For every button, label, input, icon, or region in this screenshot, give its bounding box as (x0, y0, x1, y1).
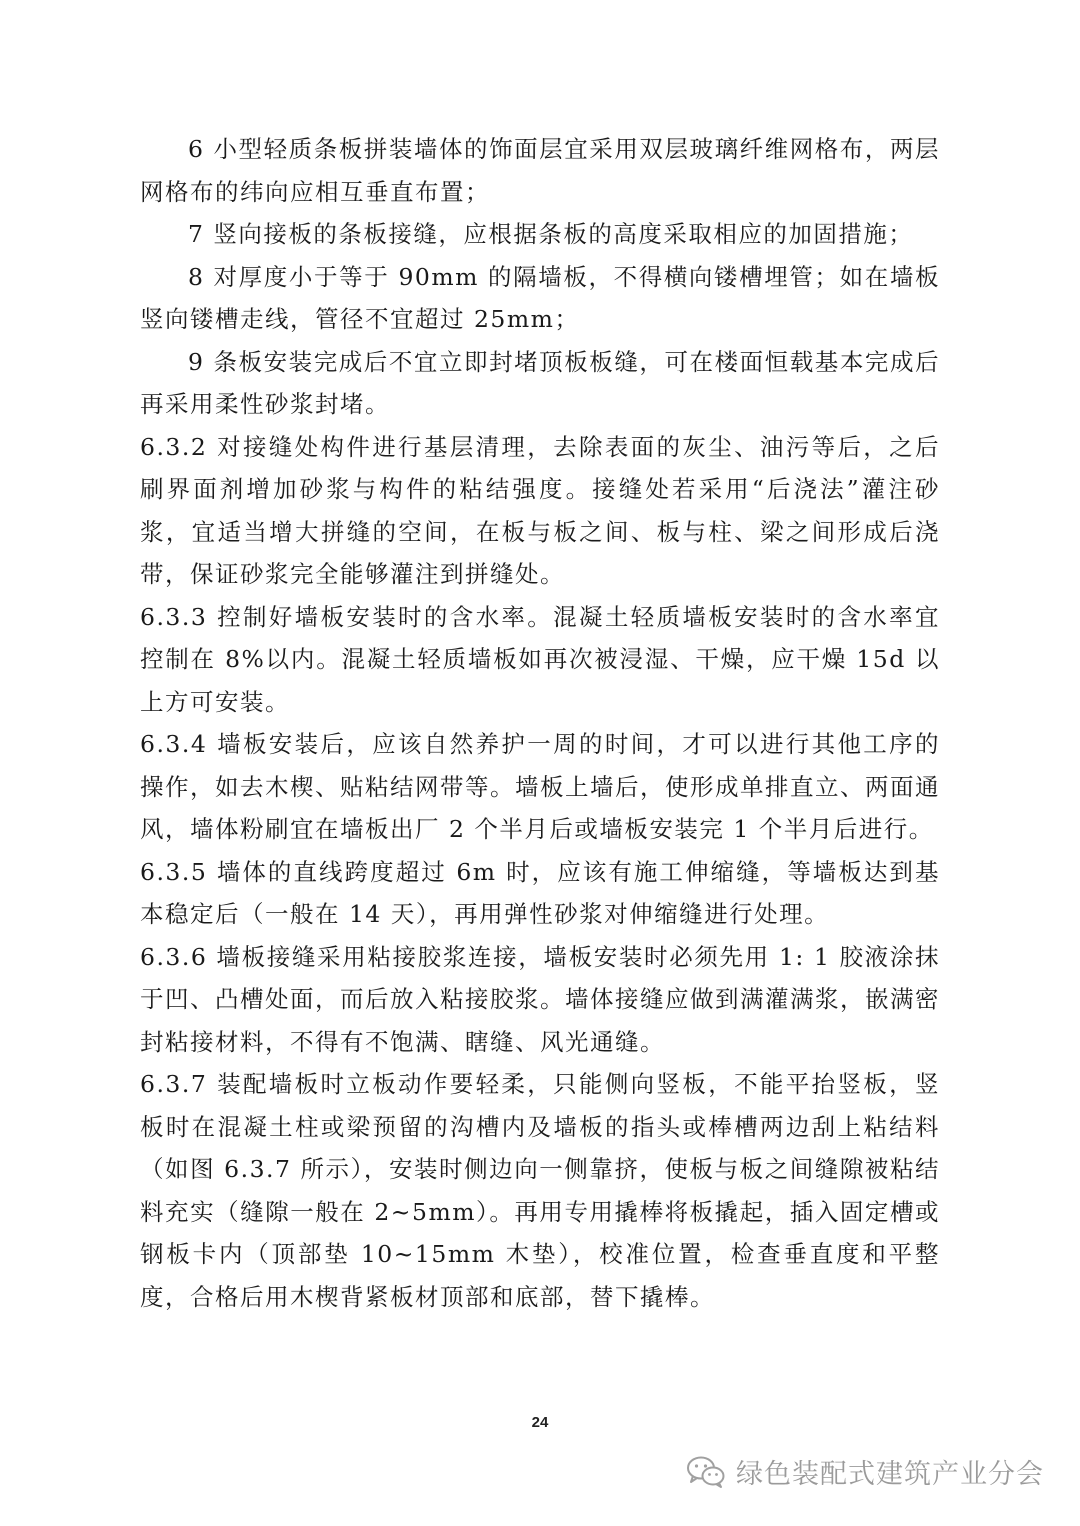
watermark-text: 绿色装配式建筑产业分会 (736, 1459, 1044, 1490)
document-body (140, 128, 940, 1318)
section-6-3-4: 6.3.4 墙板安装后，应该自然养护一周的时间，才可以进行其他工序的操作，如去木楔、贴粘结网带等。墙板上墙后，使形成单排直立、两面通风，墙体粉刷宜在墙板出厂 2 个半月后或墙板安装完 1 个半月后进行。 (140, 730, 940, 843)
section-6-3-6: 6.3.6 墙板接缝采用粘接胶浆连接，墙板安装时必须先用 1: 1 胶液涂抹于凹、凸槽处面，而后放入粘接胶浆。墙体接缝应做到满灌满浆，嵌满密封粘接材料，不得有不饱满、瞎缝、风光通缝。 (140, 942, 940, 1056)
paragraph: 7 竖向接板的条板接缝，应根据条板的高度采取相应的加固措施； (188, 220, 914, 248)
section-6-3-5: 6.3.5 墙体的直线跨度超过 6m 时，应该有施工伸缩缝，等墙板达到基本稳定后（一般在 14 天），再用弹性砂浆对伸缩缝进行处理。 (140, 857, 940, 928)
section-6-3-2: 6.3.2 对接缝处构件进行基层清理，去除表面的灰尘、油污等后，之后刷界面剂增加砂浆与构件的粘结强度。接缝处若采用“后浇法”灌注砂浆，宜适当增大拼缝的空间，在板与板之间、板与柱、梁之间形成后浇带，保证砂浆完全能够灌注到拼缝处。 (140, 432, 940, 588)
paragraph: 6 小型轻质条板拼装墙体的饰面层宜采用双层玻璃纤维网格布，两层网格布的纬向应相互垂直布置； (140, 135, 940, 206)
watermark (686, 1452, 1044, 1491)
paragraph: 9 条板安装完成后不宜立即封堵顶板板缝，可在楼面恒载基本完成后再采用柔性砂浆封堵。 (140, 347, 940, 418)
wechat-icon (686, 1455, 726, 1489)
paragraph: 8 对厚度小于等于 90mm 的隔墙板，不得横向镂槽埋管；如在墙板竖向镂槽走线，管径不宜超过 25mm； (140, 262, 940, 333)
page-number: 24 (531, 1414, 549, 1431)
section-6-3-3: 6.3.3 控制好墙板安装时的含水率。混凝土轻质墙板安装时的含水率宜控制在 8%以内。混凝土轻质墙板如再次被浸湿、干燥，应干燥 15d 以上方可安装。 (140, 602, 940, 716)
section-6-3-7: 6.3.7 装配墙板时立板动作要轻柔，只能侧向竖板，不能平抬竖板，竖板时在混凝土柱或梁预留的沟槽内及墙板的指头或棒槽两边刮上粘结料（如图 6.3.7 所示），安装时侧边向一侧靠挤，使板与板之间缝隙被粘结料充实（缝隙一般在 2~5mm）。再用专用撬棒将板撬起，插入固定槽或钢板卡内（顶部垫 10~15mm 木垫），校准位置，检查垂直度和平整度，合格后用木楔背紧板材顶部和底部，替下撬棒。 (140, 1070, 940, 1311)
